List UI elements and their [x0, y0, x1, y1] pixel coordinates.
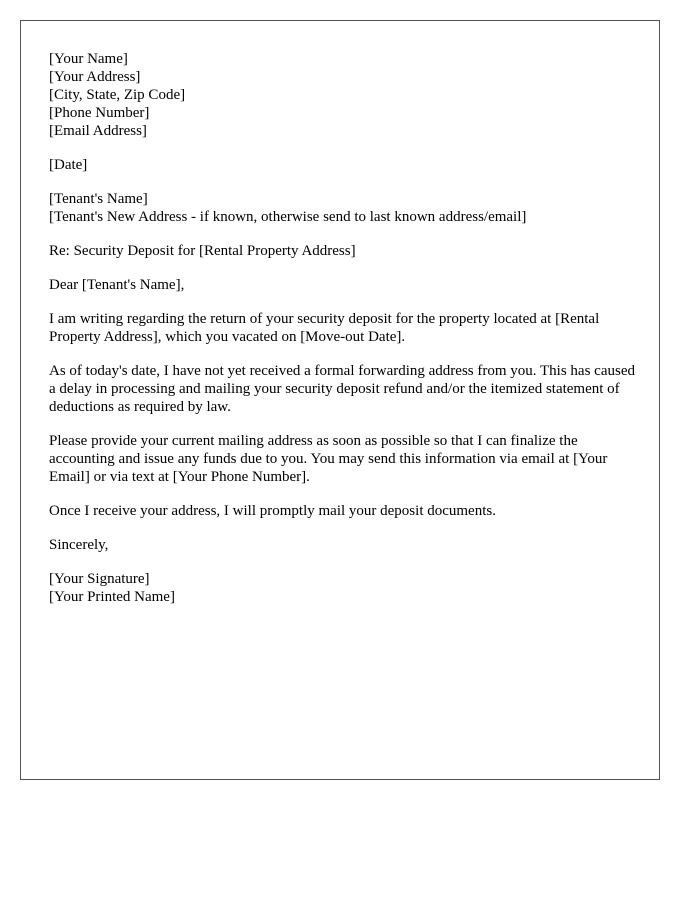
letter-page [20, 20, 660, 780]
body-paragraph-3 [49, 432, 639, 486]
recipient-name: [Tenant's Name] [49, 191, 148, 207]
recipient-block [49, 190, 639, 226]
sender-name: [Your Name] [49, 51, 128, 67]
body-paragraph-4 [49, 502, 639, 520]
body-text-1: I am writing regarding the return of your security deposit for the property located at [Rental Property Address], which you vacated on [Move-out Date]. [49, 311, 600, 345]
body-text-2: As of today's date, I have not yet received a formal forwarding address from you. This has caused a delay in processing and mailing your security deposit refund and/or the itemized statement of deductions as required by law. [49, 363, 635, 415]
signature-line: [Your Signature] [49, 571, 150, 587]
body-text-3: Please provide your current mailing address as soon as possible so that I can finalize the accounting and issue any funds due to you. You may send this information via email at [Your Email] or via text at [Your Phone Number]. [49, 433, 608, 485]
body-paragraph-2 [49, 362, 639, 416]
body-paragraph-1 [49, 310, 639, 346]
sender-email: [Email Address] [49, 123, 147, 139]
signature-block [49, 570, 639, 606]
closing: Sincerely, [49, 537, 109, 553]
sender-phone: [Phone Number] [49, 105, 150, 121]
body-text-4: Once I receive your address, I will promptly mail your deposit documents. [49, 503, 496, 519]
sender-city-state-zip: [City, State, Zip Code] [49, 87, 186, 103]
closing-block [49, 536, 639, 554]
subject-block [49, 242, 639, 260]
sender-block [49, 50, 639, 140]
date-block [49, 156, 639, 174]
printed-name: [Your Printed Name] [49, 589, 175, 605]
salutation-block [49, 276, 639, 294]
letter-content [49, 50, 639, 622]
recipient-address: [Tenant's New Address - if known, otherwise send to last known address/email] [49, 209, 527, 225]
subject-line: Re: Security Deposit for [Rental Property Address] [49, 243, 356, 259]
sender-address: [Your Address] [49, 69, 141, 85]
letter-date: [Date] [49, 157, 88, 173]
salutation: Dear [Tenant's Name], [49, 277, 185, 293]
